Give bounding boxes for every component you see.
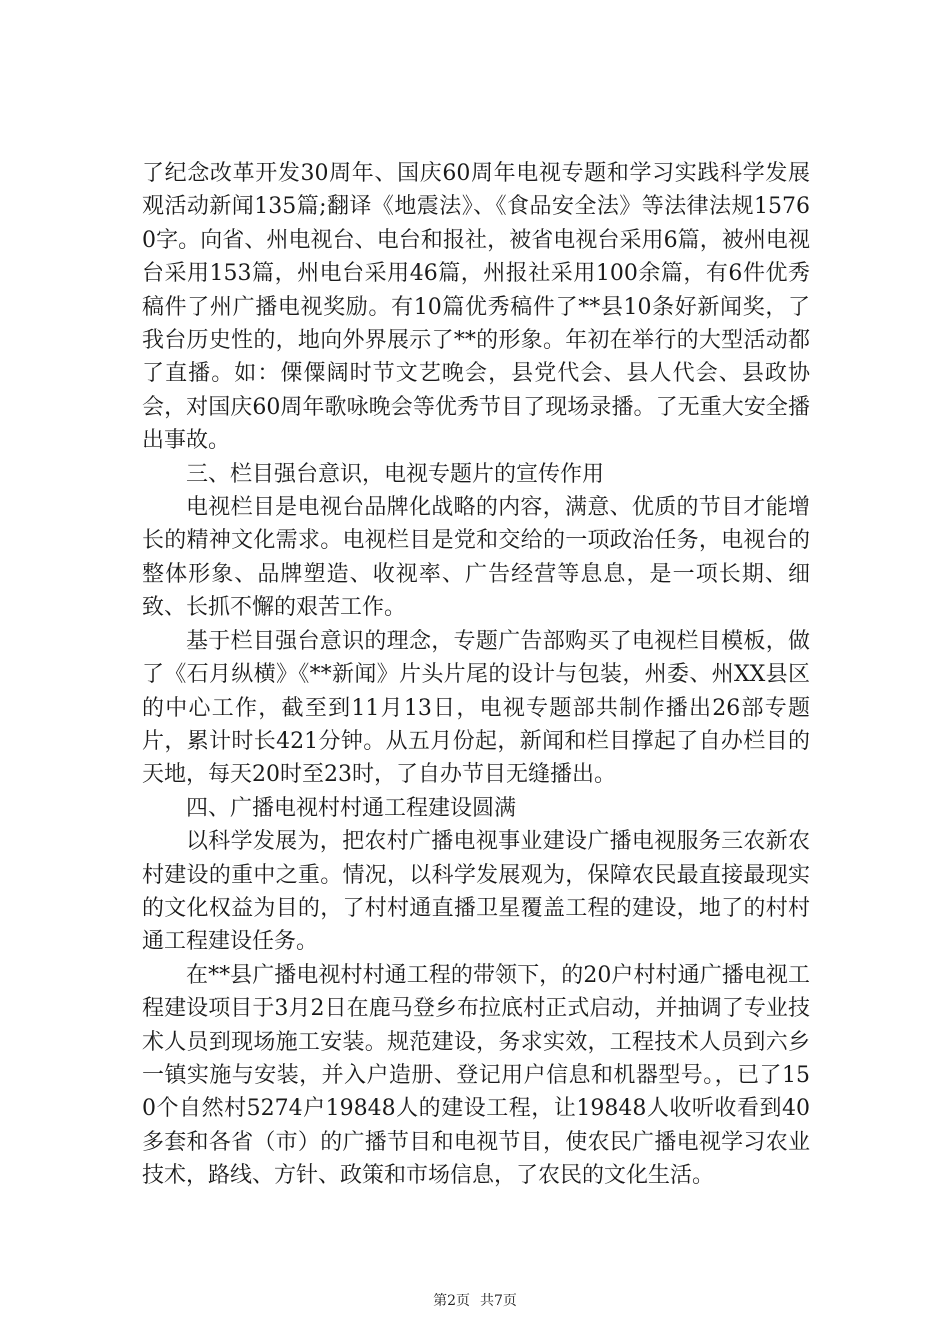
paragraph-4: 以科学发展为，把农村广播电视事业建设广播电视服务三农新农村建设的重中之重。情况，以科学发展观为，保障农民最直接最现实的文化权益为目的，了村村通直播卫星覆盖工程的建设，地了的村村通工程建设任务。 (142, 829, 810, 955)
page-number: 第2页 (433, 1293, 470, 1309)
paragraph-3: 基于栏目强台意识的理念，专题广告部购买了电视栏目模板，做了《石月纵横》《**新闻》片头片尾的设计与包装，州委、州XX县区的中心工作，截至到11月13日，电视专题部共制作播出26部专题片，累计时长421分钟。从五月份起，新闻和栏目撑起了自办栏目的天地，每天20时至23时，了自办节目无缝播出。 (142, 628, 810, 788)
paragraph-5: 在**县广播电视村村通工程的带领下，的20户村村通广播电视工程建设项目于3月2日在鹿马登乡布拉底村正式启动，并抽调了专业技术人员到现场施工安装。规范建设，务求实效，工程技术人员到六乡一镇实施与安装，并入户造册、登记用户信息和机器型号。，已了150个自然村5274户19848人的建设工程，让19848人收听收看到40多套和各省（市）的广播节目和电视节目，使农民广播电视学习农业技术，路线、方针、政策和市场信息，了农民的文化生活。 (142, 962, 810, 1189)
section-heading-4: 四、广播电视村村通工程建设圆满 (186, 795, 517, 821)
document-body (142, 157, 810, 1193)
paragraph-2: 电视栏目是电视台品牌化战略的内容，满意、优质的节目才能增长的精神文化需求。电视栏目是党和交给的一项政治任务，电视台的整体形象、品牌塑造、收视率、广告经营等息息，是一项长期、细致、长抓不懈的艰苦工作。 (142, 495, 810, 621)
section-heading-3: 三、栏目强台意识，电视专题片的宣传作用 (186, 461, 605, 487)
page-footer (0, 1292, 950, 1310)
paragraph-1: 了纪念改革开发30周年、国庆60周年电视专题和学习实践科学发展观活动新闻135篇;翻译《地震法》、《食品安全法》等法律法规15760字。向省、州电视台、电台和报社，被省电视台采用6篇，被州电视台采用153篇，州电台采用46篇，州报社采用100余篇，有6件优秀稿件了州广播电视奖励。有10篇优秀稿件了**县10条好新闻奖，了我台历史性的，地向外界展示了**的形象。年初在举行的大型活动都了直播。如：傈僳阔时节文艺晚会，县党代会、县人代会、县政协会，对国庆60周年歌咏晚会等优秀节目了现场录播。了无重大安全播出事故。 (142, 161, 810, 454)
page-total: 共7页 (480, 1293, 517, 1309)
